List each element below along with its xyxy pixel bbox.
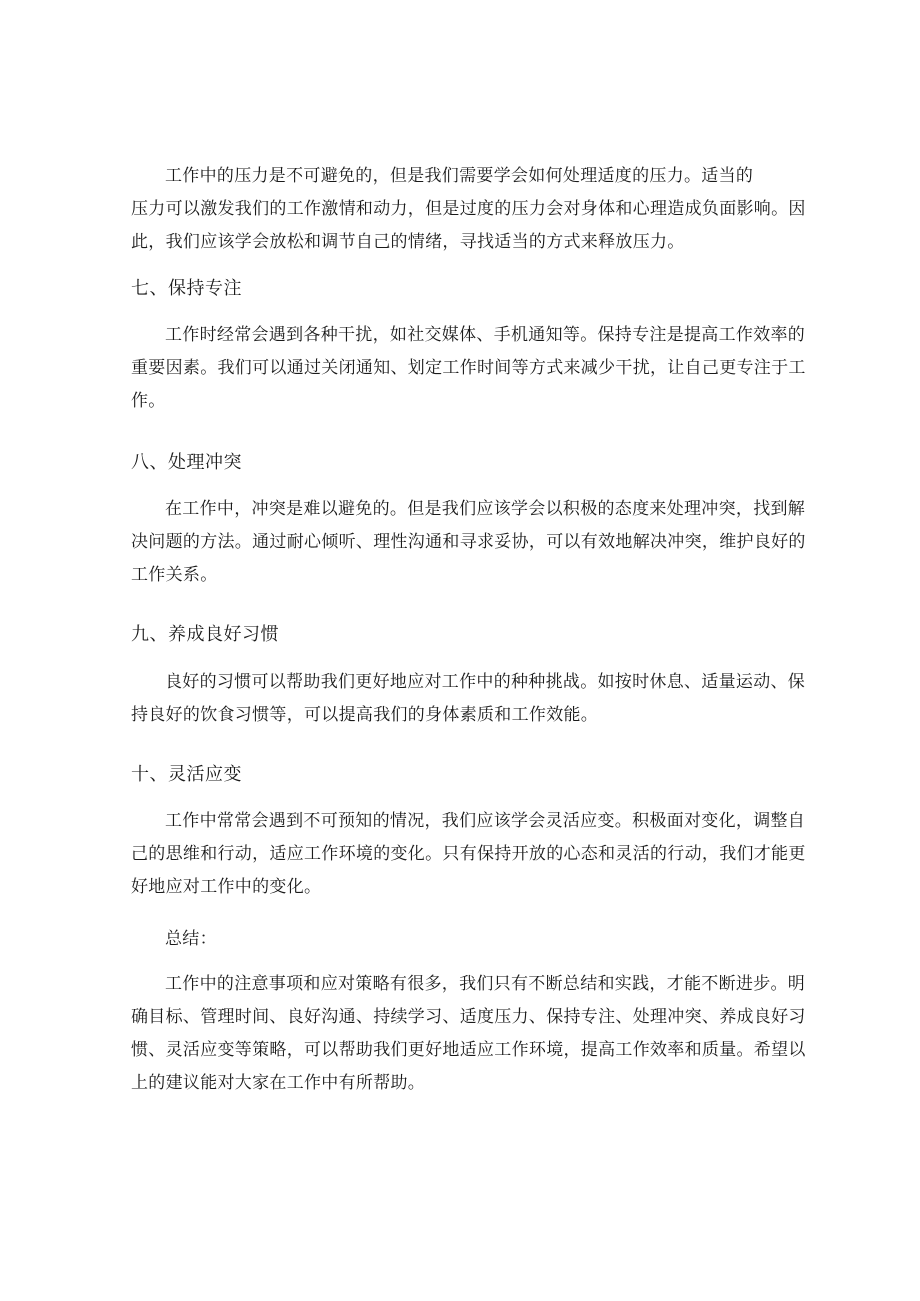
paragraph-line: 良好的习惯可以帮助我们更好地应对工作中的种种挑战。如按时休息、适量运动、保 xyxy=(165,672,806,692)
summary-label: 总结： xyxy=(165,929,217,949)
paragraph-line: 工作中常常会遇到不可预知的情况，我们应该学会灵活应变。积极面对变化，调整自 xyxy=(165,811,806,831)
paragraph-line: 上的建议能对大家在工作中有所帮助。 xyxy=(131,1073,426,1093)
paragraph-line: 此，我们应该学会放松和调节自己的情绪，寻找适当的方式来释放压力。 xyxy=(131,232,685,252)
paragraph-line: 工作中的注意事项和应对策略有很多，我们只有不断总结和实践，才能不断进步。明 xyxy=(165,974,806,994)
paragraph-line: 持良好的饮食习惯等，可以提高我们的身体素质和工作效能。 xyxy=(131,705,599,725)
section-paragraph xyxy=(131,666,806,732)
paragraph-line: 好地应对工作中的变化。 xyxy=(131,877,322,897)
paragraph-line: 重要因素。我们可以通过关闭通知、划定工作时间等方式来减少干扰，让自己更专注于工 xyxy=(131,358,806,378)
section-heading: 八、处理冲突 xyxy=(131,452,242,473)
paragraph-line: 己的思维和行动，适应工作环境的变化。只有保持开放的心态和灵活的行动，我们才能更 xyxy=(131,844,806,864)
section-paragraph xyxy=(131,805,806,904)
paragraph-line: 工作时经常会遇到各种干扰，如社交媒体、手机通知等。保持专注是提高工作效率的 xyxy=(165,325,806,345)
paragraph-line: 工作中的压力是不可避免的，但是我们需要学会如何处理适度的压力。适当的 xyxy=(165,166,754,186)
section-heading: 九、养成良好习惯 xyxy=(131,624,279,645)
summary-label-paragraph xyxy=(131,923,797,956)
section-paragraph xyxy=(131,319,806,418)
paragraph-line: 惯、灵活应变等策略，可以帮助我们更好地适应工作环境，提高工作效率和质量。希望以 xyxy=(131,1040,806,1060)
paragraph-line: 确目标、管理时间、良好沟通、持续学习、适度压力、保持专注、处理冲突、养成良好习 xyxy=(131,1007,806,1027)
summary-paragraph xyxy=(131,968,806,1100)
intro-paragraph xyxy=(131,160,806,259)
paragraph-line: 作。 xyxy=(131,391,166,411)
section-heading: 七、保持专注 xyxy=(131,278,242,299)
paragraph-line: 在工作中，冲突是难以避免的。但是我们应该学会以积极的态度来处理冲突，找到解 xyxy=(165,499,806,519)
section-heading: 十、灵活应变 xyxy=(131,764,242,785)
paragraph-line: 决问题的方法。通过耐心倾听、理性沟通和寻求妥协，可以有效地解决冲突，维护良好的 xyxy=(131,532,806,552)
section-paragraph xyxy=(131,493,806,592)
paragraph-line: 压力可以激发我们的工作激情和动力，但是过度的压力会对身体和心理造成负面影响。因 xyxy=(131,199,806,219)
paragraph-line: 工作关系。 xyxy=(131,565,218,585)
